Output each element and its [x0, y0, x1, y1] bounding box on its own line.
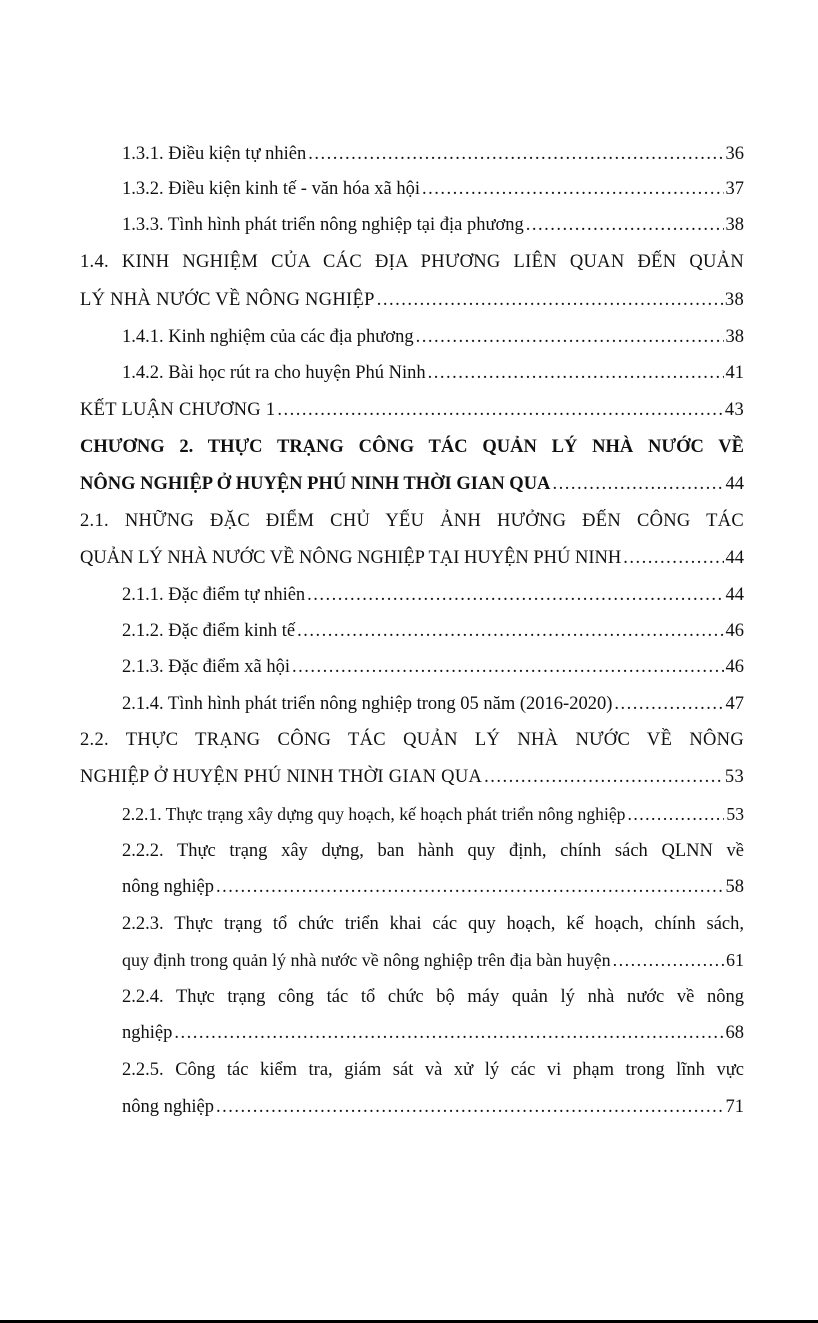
toc-entry [122, 172, 744, 206]
toc-entry-page: 36 [725, 144, 744, 164]
toc-entry-page: 44 [725, 548, 744, 568]
toc-leader [613, 943, 724, 977]
toc-entry [122, 797, 744, 831]
toc-entry-title: nghiệp [122, 1023, 173, 1043]
toc-entry [122, 208, 744, 242]
toc-entry-title: NÔNG NGHIỆP Ở HUYỆN PHÚ NINH THỜI GIAN QUA [80, 474, 551, 494]
toc-leader [174, 1016, 723, 1050]
toc-entry-title: KẾT LUẬN CHƯƠNG 1 [80, 400, 276, 420]
toc-entry-page: 58 [725, 877, 744, 897]
toc-leader [428, 356, 724, 390]
toc-entry-title: 1.3.1. Điều kiện tự nhiên [122, 144, 307, 164]
toc-entry-title: 2.1.2. Đặc điểm kinh tế [122, 621, 296, 641]
toc-entry-title: nông nghiệp [122, 1097, 214, 1117]
toc-entry-title: 2.1.4. Tình hình phát triển nông nghiệp trong 05 năm (2016-2020) [122, 694, 613, 714]
toc-leader [297, 614, 723, 648]
toc-leader [526, 208, 724, 242]
toc-entry-line: 2.2.3. Thực trạng tổ chức triển khai các quy hoạch, kế hoạch, chính sách, [122, 914, 744, 934]
toc-entry-line: 2.1. NHỮNG ĐẶC ĐIỂM CHỦ YẾU ẢNH HƯỞNG ĐẾN CÔNG TÁC [80, 511, 744, 531]
toc-entry-page: 38 [725, 327, 744, 347]
toc-entry-line: 2.2. THỰC TRẠNG CÔNG TÁC QUẢN LÝ NHÀ NƯỚC VỀ NÔNG [80, 730, 744, 750]
toc-entry [80, 283, 744, 317]
toc-entry-title: 1.4.1. Kinh nghiệm của các địa phương [122, 327, 414, 347]
toc-entry [122, 356, 744, 390]
toc-entry-line: 1.4. KINH NGHIỆM CỦA CÁC ĐỊA PHƯƠNG LIÊN QUAN ĐẾN QUẢN [80, 252, 744, 272]
toc-entry-page: 38 [725, 215, 744, 235]
toc-entry-page: 46 [725, 621, 744, 641]
toc-entry [122, 943, 744, 977]
toc-entry-page: 61 [726, 950, 744, 970]
toc-entry-title: LÝ NHÀ NƯỚC VỀ NÔNG NGHIỆP [80, 290, 375, 310]
toc-entry [122, 1090, 744, 1124]
toc-entry-page: 71 [725, 1097, 744, 1117]
toc-leader [277, 393, 723, 427]
toc-entry [122, 137, 744, 171]
toc-entry [80, 393, 744, 427]
toc-leader [416, 320, 724, 354]
toc-leader [623, 541, 723, 575]
toc-leader [552, 467, 723, 501]
toc-leader [377, 283, 723, 317]
toc-entry-page: 53 [724, 767, 744, 787]
toc-entry-title: 1.4.2. Bài học rút ra cho huyện Phú Ninh [122, 363, 426, 383]
toc-leader [308, 137, 723, 171]
toc-entry [80, 760, 744, 794]
toc-entry-page: 41 [725, 363, 744, 383]
toc-entry-title: 2.2.1. Thực trạng xây dựng quy hoạch, kế hoạch phát triển nông nghiệp [122, 804, 626, 824]
toc-entry-page: 43 [724, 400, 744, 420]
toc-entry [80, 541, 744, 575]
toc-entry-page: 53 [726, 804, 744, 824]
toc-entry-line: 2.2.4. Thực trạng công tác tổ chức bộ máy quản lý nhà nước về nông [122, 987, 744, 1007]
toc-entry [122, 650, 744, 684]
toc-entry-line: 2.2.2. Thực trạng xây dựng, ban hành quy định, chính sách QLNN về [122, 841, 744, 861]
toc-entry-title: 1.3.3. Tình hình phát triển nông nghiệp tại địa phương [122, 215, 524, 235]
toc-leader [614, 687, 723, 721]
toc-entry-page: 37 [725, 179, 744, 199]
toc-entry-title: NGHIỆP Ở HUYỆN PHÚ NINH THỜI GIAN QUA [80, 767, 483, 787]
toc-entry [122, 687, 744, 721]
toc-entry-title: nông nghiệp [122, 877, 214, 897]
toc-entry [122, 614, 744, 648]
toc-entry-page: 44 [725, 585, 744, 605]
toc-entry-page: 38 [724, 290, 744, 310]
toc-entry-title: 2.1.1. Đặc điểm tự nhiên [122, 585, 306, 605]
toc-leader [292, 650, 724, 684]
toc-entry-title: 2.1.3. Đặc điểm xã hội [122, 657, 290, 677]
toc-entry [122, 320, 744, 354]
toc-leader [216, 870, 724, 904]
toc-entry [122, 1016, 744, 1050]
toc-entry-page: 44 [725, 474, 744, 494]
toc-leader [422, 172, 724, 206]
toc-entry-title: QUẢN LÝ NHÀ NƯỚC VỀ NÔNG NGHIỆP TẠI HUYỆN PHÚ NINH [80, 548, 622, 568]
toc-entry-line: 2.2.5. Công tác kiểm tra, giám sát và xử lý các vi phạm trong lĩnh vực [122, 1060, 744, 1080]
toc-leader [307, 578, 723, 612]
toc-entry [122, 578, 744, 612]
toc-entry-title: quy định trong quản lý nhà nước về nông nghiệp trên địa bàn huyện [122, 950, 611, 970]
toc-entry-page: 68 [725, 1023, 744, 1043]
toc-leader [216, 1090, 724, 1124]
toc-entry-page: 47 [725, 694, 744, 714]
toc-chapter-line: CHƯƠNG 2. THỰC TRẠNG CÔNG TÁC QUẢN LÝ NHÀ NƯỚC VỀ [80, 437, 744, 457]
toc-entry [122, 870, 744, 904]
toc-entry-page: 46 [725, 657, 744, 677]
toc-leader [627, 797, 724, 831]
toc-entry-title: 1.3.2. Điều kiện kinh tế - văn hóa xã hội [122, 179, 420, 199]
toc-chapter-entry [80, 467, 744, 501]
toc-leader [484, 760, 723, 794]
